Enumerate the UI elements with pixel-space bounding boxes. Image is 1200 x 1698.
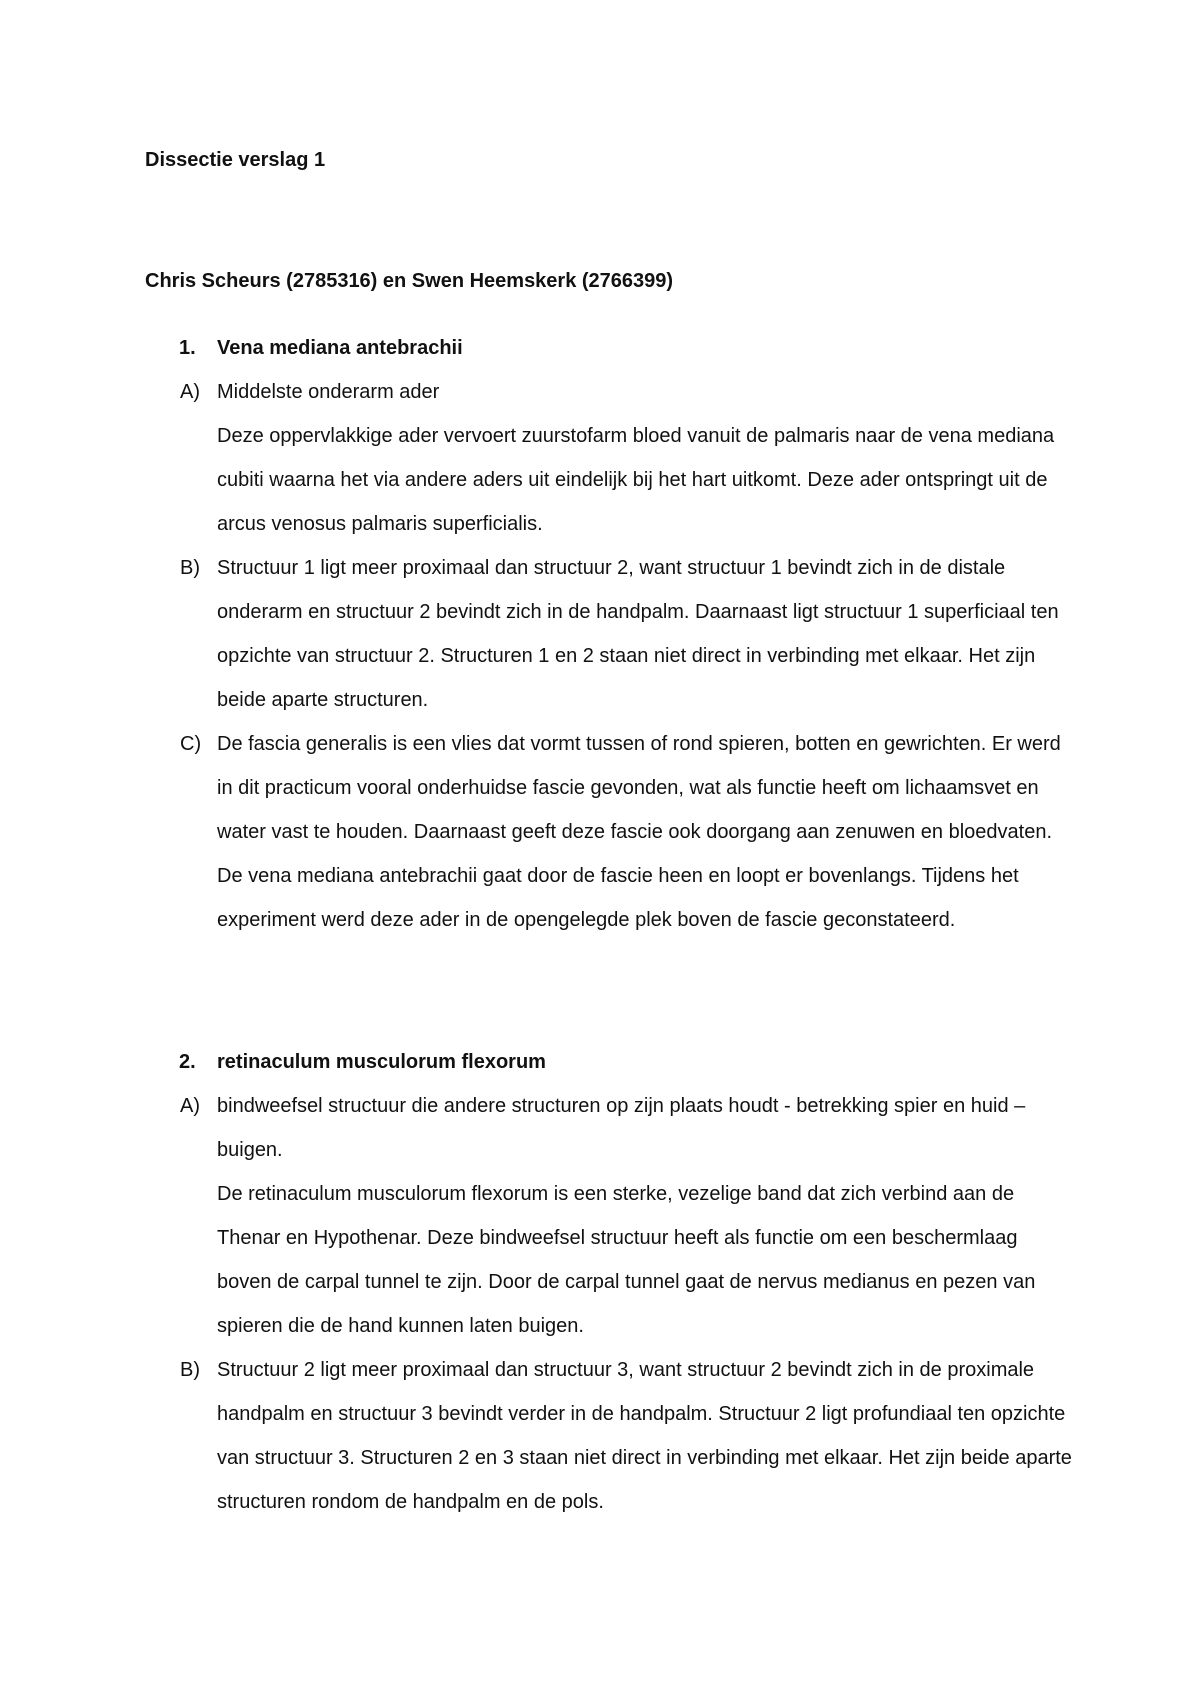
section-vena-mediana bbox=[145, 326, 1075, 942]
list-item-b bbox=[145, 546, 1075, 722]
list-item-c bbox=[145, 722, 1075, 942]
item-paragraph: Structuur 2 ligt meer proximaal dan structuur 3, want structuur 2 bevindt zich in de proximale handpalm en structuur 3 bevindt verder in de handpalm. Structuur 2 ligt profundiaal ten opzichte van structuur 3. Structuren 2 en 3 staan niet direct in verbinding met elkaar. Het zijn beide aparte structuren rondom de handpalm en de pols. bbox=[217, 1359, 1072, 1513]
item-marker: C) bbox=[180, 733, 202, 755]
section-number: 1. bbox=[179, 337, 196, 359]
document-title: Dissectie verslag 1 bbox=[145, 149, 326, 171]
list-item-a bbox=[145, 370, 1075, 546]
item-paragraph: Structuur 1 ligt meer proximaal dan structuur 2, want structuur 1 bevindt zich in de distale onderarm en structuur 2 bevindt zich in de handpalm. Daarnaast ligt structuur 1 superficiaal ten opzichte van structuur 2. Structuren 1 en 2 staan niet direct in verbinding met elkaar. Het zijn beide aparte structuren. bbox=[217, 557, 1059, 711]
section-heading-text: Vena mediana antebrachii bbox=[217, 337, 463, 359]
item-marker: A) bbox=[180, 1095, 200, 1117]
item-paragraph: Middelste onderarm ader bbox=[217, 381, 440, 403]
section-heading bbox=[145, 326, 1075, 370]
item-marker: B) bbox=[180, 1359, 200, 1381]
list-item-b bbox=[145, 1348, 1075, 1524]
item-marker: B) bbox=[180, 557, 200, 579]
section-retinaculum bbox=[145, 1040, 1075, 1524]
list-item-a bbox=[145, 1084, 1075, 1348]
item-marker: A) bbox=[180, 381, 200, 403]
section-heading bbox=[145, 1040, 1075, 1084]
item-paragraph: Deze oppervlakkige ader vervoert zuurstofarm bloed vanuit de palmaris naar de vena mediana cubiti waarna het via andere aders uit eindelijk bij het hart uitkomt. Deze ader ontspringt uit de arcus venosus palmaris superficialis. bbox=[217, 425, 1055, 535]
item-paragraph: bindweefsel structuur die andere structuren op zijn plaats houdt - betrekking spier en huid – buigen. bbox=[217, 1095, 1026, 1161]
item-paragraph: De retinaculum musculorum flexorum is een sterke, vezelige band dat zich verbind aan de Thenar en Hypothenar. Deze bindweefsel structuur heeft als functie om een beschermlaag boven de carpal tunnel te zijn. Door de carpal tunnel gaat de nervus medianus en pezen van spieren die de hand kunnen laten buigen. bbox=[217, 1183, 1036, 1337]
document-authors: Chris Scheurs (2785316) en Swen Heemskerk (2766399) bbox=[145, 270, 674, 292]
section-number: 2. bbox=[179, 1051, 196, 1073]
section-heading-text: retinaculum musculorum flexorum bbox=[217, 1051, 546, 1073]
item-paragraph: De fascia generalis is een vlies dat vormt tussen of rond spieren, botten en gewrichten. Er werd in dit practicum vooral onderhuidse fascie gevonden, wat als functie heeft om lichaamsvet en water vast te houden. Daarnaast geeft deze fascie ook doorgang aan zenuwen en bloedvaten. De vena mediana antebrachii gaat door de fascie heen en loopt er bovenlangs. Tijdens het experiment werd deze ader in de opengelegde plek boven de fascie geconstateerd. bbox=[217, 733, 1061, 931]
